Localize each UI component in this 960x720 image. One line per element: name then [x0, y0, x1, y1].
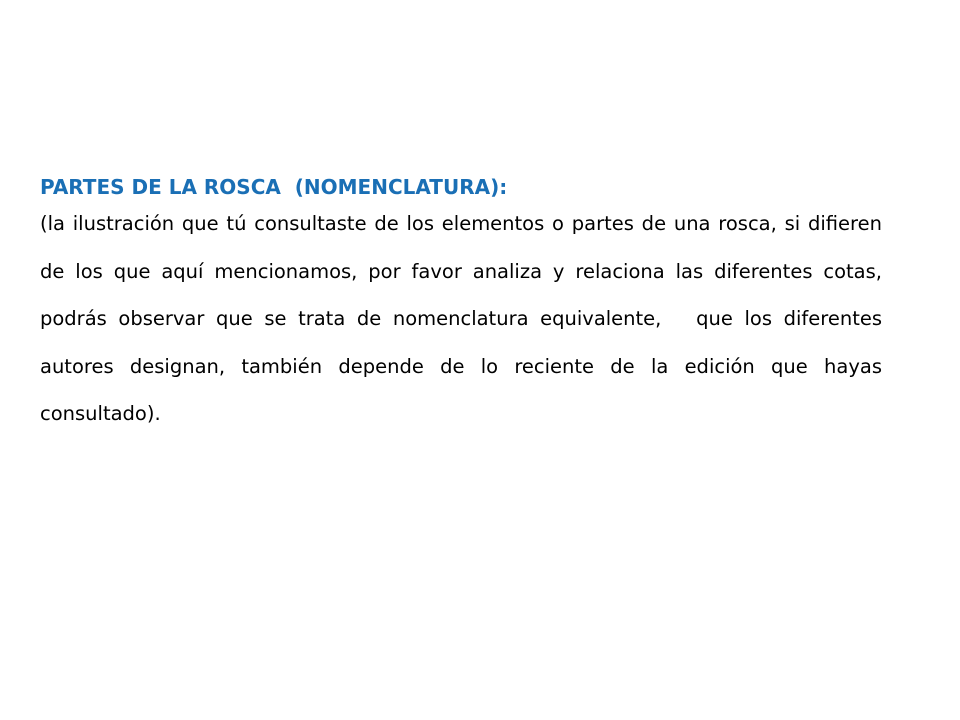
slide-body-text: (la ilustración que tú consultaste de los elementos o partes de una rosca, si difieren de los que aquí mencionamos, por favor analiza y relaciona las diferentes cotas, podrás observar que se trata de nomenclatura equivalente, que los diferentes autores designan, también depende de lo reciente de la edición que hayas consultado). [40, 212, 889, 425]
slide-content [40, 172, 889, 438]
slide-title: PARTES DE LA ROSCA (NOMENCLATURA): [40, 175, 508, 199]
